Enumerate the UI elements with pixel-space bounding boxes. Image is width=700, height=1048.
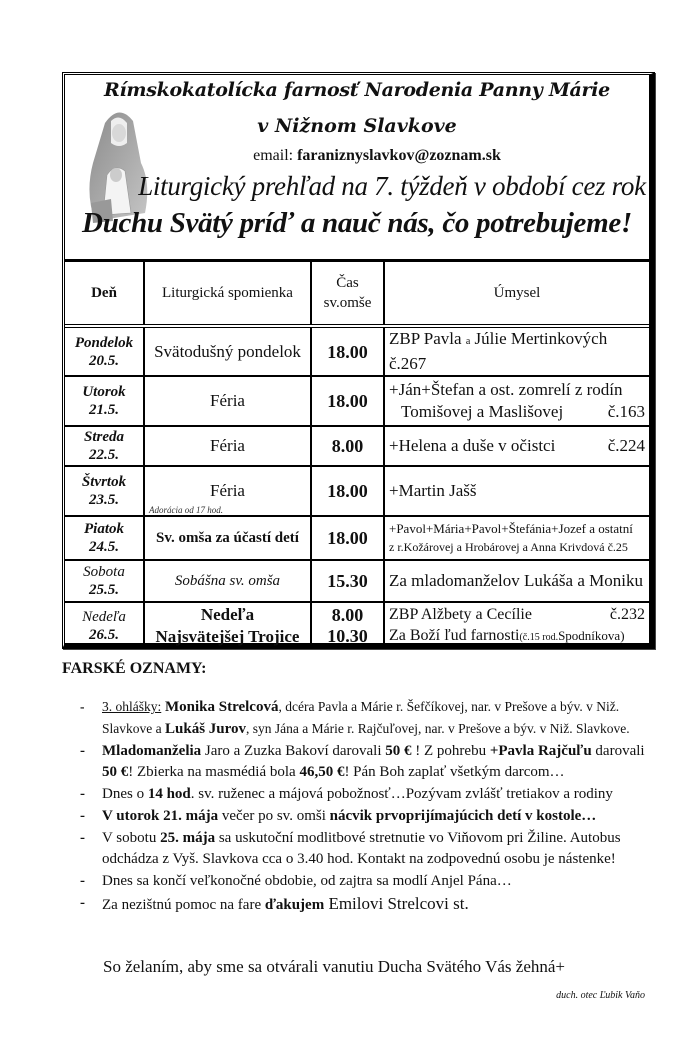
intention-number: č.163	[607, 402, 645, 421]
table-row	[65, 560, 649, 602]
bullet-dash: -	[80, 808, 85, 824]
intention-line2-text: Tomišovej a Maslišovej	[401, 402, 564, 421]
day-cell	[65, 560, 144, 602]
liturgy-cell: Svätodušný pondelok	[144, 326, 311, 376]
table-row	[65, 516, 649, 560]
day-cell	[65, 326, 144, 376]
bulletin-frame	[62, 72, 655, 649]
day-name: Sobota	[83, 564, 125, 580]
intention-cell: +Martin Jašš	[384, 466, 649, 516]
intention-cell	[384, 516, 649, 560]
bullet-dash: -	[80, 873, 85, 889]
intention-cell: Za mladomanželov Lukáša a Moniku	[384, 560, 649, 602]
table-row	[65, 602, 649, 648]
day-date: 24.5.	[89, 539, 119, 555]
liturgy-cell: Féria	[144, 426, 311, 466]
announcement-text: Dnes sa končí veľkonočné obdobie, od zajtra sa modlí Anjel Pána…	[102, 873, 512, 889]
bullet-dash: -	[80, 830, 85, 846]
closing-blessing: So želaním, aby sme sa otvárali vanutiu Ducha Svätého Vás žehná+	[103, 957, 566, 976]
day-date: 22.5.	[89, 447, 119, 463]
intention-text-rest: Júlie Mertinkových č.267	[389, 329, 608, 373]
intention-line1: +Pavol+Mária+Pavol+Štefánia+Jozef a ostatní	[389, 521, 633, 536]
intention-text: ZBP Pavla	[389, 329, 462, 348]
intention-line2	[389, 401, 645, 423]
bullet-dash: -	[80, 895, 85, 911]
intention-line2	[389, 625, 645, 648]
day-name: Piatok	[84, 521, 124, 537]
bullet-dash: -	[80, 743, 85, 759]
adoration-note: Adorácia od 17 hod.	[149, 505, 223, 515]
announcement-text: ! Zbierka na masmédiá bola	[128, 764, 300, 780]
intention-line1	[389, 604, 645, 625]
header-time-line1: Čas	[336, 275, 359, 291]
day-cell	[65, 466, 144, 516]
day-cell	[65, 602, 144, 648]
header-intention: Úmysel	[384, 262, 649, 326]
day-date: 25.5.	[89, 582, 119, 598]
announcements-title: FARSKÉ OZNAMY:	[62, 660, 207, 677]
email-link[interactable]: faraniznyslavkov@zoznam.sk	[297, 147, 501, 164]
liturgy-line1: Nedeľa	[200, 604, 255, 624]
announcement-time: 14 hod	[147, 786, 191, 802]
bride-name: Monika Strelcová	[161, 699, 279, 715]
time-cell: 15.30	[311, 560, 384, 602]
announcement-text: večer po sv. omši	[218, 808, 330, 824]
intention2-note: Spodníkova)	[558, 627, 625, 643]
week-overview-title: Liturgický prehľad na 7. týždeň v období cez rok	[138, 171, 646, 201]
parish-name: Rímskokatolícka farnosť Narodenia Panny Márie	[104, 79, 610, 101]
announcement-text: . sv. ruženec a májová pobožnosť…Pozývam zvlášť tretiakov a rodiny	[190, 786, 613, 802]
intention-cell	[384, 326, 649, 376]
announcement-bold: Mladomanželia	[102, 743, 202, 759]
announcement-text: Dnes o	[102, 786, 148, 802]
intention1-text: ZBP Alžbety a Cecílie	[389, 605, 532, 623]
header-day: Deň	[65, 262, 144, 326]
header-time-line2: sv.omše	[323, 295, 372, 311]
day-date: 23.5.	[89, 492, 119, 508]
liturgy-schedule-table	[65, 262, 649, 648]
table-row	[65, 426, 649, 466]
table-row	[65, 326, 649, 376]
email-label: email:	[253, 147, 294, 164]
announcement-text: , syn Jána a Márie r. Rajčuľovej, nar. v Prešove a býv. v Niž. Slavkove.	[246, 721, 630, 736]
announcement-text: V sobotu	[102, 830, 161, 846]
parish-location: v Nižnom Slavkove	[257, 115, 457, 137]
day-name: Štvrtok	[81, 474, 127, 490]
time-cell: 18.00	[311, 516, 384, 560]
bulletin-header	[65, 75, 649, 262]
donation-amount: 50 €	[385, 743, 412, 759]
header-liturgy: Liturgická spomienka	[144, 262, 311, 326]
time-1: 8.00	[331, 604, 364, 625]
day-date: 26.5.	[89, 626, 119, 643]
time-cell	[311, 602, 384, 648]
table-header-row	[65, 262, 649, 326]
announcement-bold: +Pavla Rajčuľu	[489, 743, 592, 759]
intention-conj: a	[465, 336, 471, 347]
liturgy-cell: Sobášna sv. omša	[144, 560, 311, 602]
intention2-note-small: (č.15 rod.	[519, 631, 559, 643]
time-cell: 8.00	[311, 426, 384, 466]
bullet-dash: -	[80, 699, 85, 714]
liturgy-line2: Najsvätejšej Trojice	[155, 626, 300, 646]
intention-cell	[384, 602, 649, 648]
table-row	[65, 466, 649, 516]
day-cell	[65, 426, 144, 466]
day-date: 20.5.	[89, 352, 119, 369]
time-cell: 18.00	[311, 466, 384, 516]
liturgy-cell: Féria	[144, 376, 311, 426]
day-name: Streda	[83, 429, 124, 445]
announcement-date: 25. mája	[160, 830, 216, 846]
donation-amount: 50 €	[102, 764, 129, 780]
collection-amount: 46,50 €	[299, 764, 345, 780]
announcement-bold: nácvik prvoprijímajúcich detí v kostole…	[329, 808, 597, 824]
announcement-item	[80, 893, 660, 916]
announcement-text: darovali	[591, 743, 645, 759]
bullet-dash: -	[80, 786, 85, 802]
intention-text: +Helena a duše v očistci	[389, 436, 556, 455]
announcement-item	[80, 806, 660, 827]
intention1-number: č.232	[609, 605, 645, 623]
intention-number: č.224	[607, 436, 645, 455]
time-cell: 18.00	[311, 376, 384, 426]
day-name: Pondelok	[74, 334, 134, 351]
intention-line1: +Ján+Štefan a ost. zomrelí z rodín	[389, 380, 623, 399]
signature: duch. otec Ľubik Vaňo	[556, 990, 645, 1001]
motto: Duchu Svätý príď a nauč nás, čo potrebujeme!	[82, 207, 632, 239]
announcement-item	[80, 784, 660, 805]
email-line	[65, 147, 649, 165]
day-cell	[65, 376, 144, 426]
day-date: 21.5.	[89, 402, 119, 418]
announcement-item	[80, 696, 660, 740]
announcement-bold: ďakujem	[264, 897, 325, 913]
time-cell: 18.00	[311, 326, 384, 376]
banns-label: 3. ohlášky:	[102, 699, 162, 714]
table-row	[65, 376, 649, 426]
announcement-text: Jaro a Zuzka Bakoví darovali	[201, 743, 386, 759]
announcement-item	[80, 741, 660, 783]
announcement-text: Za nezištnú pomoc na fare	[102, 897, 265, 913]
header-time	[311, 262, 384, 326]
announcement-text: ! Pán Boh zaplať všetkým darcom…	[344, 764, 565, 780]
announcement-date: V utorok 21. mája	[102, 808, 219, 824]
liturgy-cell: Sv. omša za účastí detí	[144, 516, 311, 560]
announcement-text: , dcéra Pavla a Márie r. Šefčíkovej, nar. v Prešove a býv. v Niž. Slavkove a	[102, 699, 620, 736]
intention-cell	[384, 426, 649, 466]
announcement-text: ! Z pohrebu	[411, 743, 490, 759]
announcement-text: Emilovi Strelcovi st.	[324, 894, 469, 913]
day-name: Nedeľa	[82, 608, 126, 625]
groom-name: Lukáš Jurov	[165, 721, 247, 737]
liturgy-cell	[144, 466, 311, 516]
liturgy-text: Féria	[210, 481, 245, 500]
intention-cell	[384, 376, 649, 426]
announcement-text: sa uskutoční modlitbové stretnutie vo Viňovom pri Žiline. Autobus odchádza z Vyš. Slavkova cca o 3.40 hod. Kontakt na zodpovednú osobu je nástenke!	[102, 830, 621, 867]
announcement-item	[80, 871, 660, 892]
announcement-item	[80, 828, 660, 870]
liturgy-cell	[144, 602, 311, 648]
intention-line2: z r.Kožárovej a Hrobárovej a Anna Krivdová č.25	[389, 540, 628, 554]
announcements-list	[80, 696, 660, 917]
time-2: 10.30	[327, 625, 368, 646]
intention2-text: Za Boží ľud farnosti	[389, 626, 520, 644]
day-cell	[65, 516, 144, 560]
day-name: Utorok	[82, 384, 126, 400]
